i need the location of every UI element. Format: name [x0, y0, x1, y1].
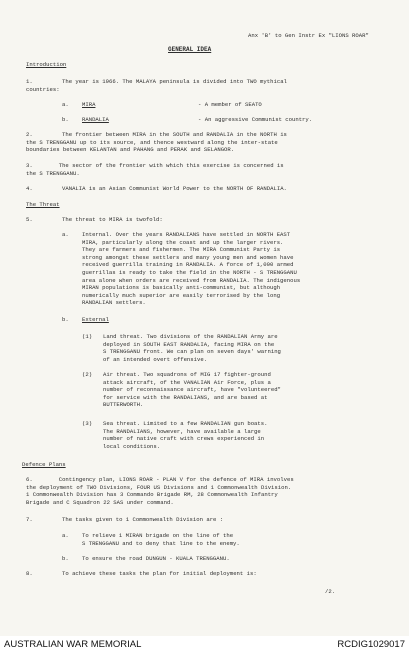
- para-3-line-text: The sector of the frontier with which this exercise is concerned is: [58, 162, 284, 169]
- para-5-number: 5.: [26, 216, 33, 223]
- para-4-number: 4.: [26, 185, 33, 192]
- external-1-line: deployed in SOUTH EAST RANDALIA, facing MIRA on the: [103, 340, 275, 348]
- external-1-number: (1): [82, 333, 93, 340]
- para-6-line-text: Contingency plan, LIONS ROAR - PLAN V for the defence of MIRA involves: [58, 476, 294, 483]
- para-1b-desc: - An aggressive Communist country.: [198, 116, 313, 123]
- para-8-number: 8.: [26, 570, 33, 577]
- para-6-line: 1 Commonwealth Division has 3 Commando Brigade RM, 28 Commonwealth Infantry: [26, 491, 278, 499]
- para-2-number: 2.: [26, 131, 33, 138]
- para-6-line: Brigade and C Squadron 22 SAS under command.: [26, 498, 174, 506]
- para-7b-text: To ensure the road DUNGUN - KUALA TRENGGANU.: [82, 555, 230, 562]
- archive-footer: [0, 636, 409, 654]
- footer-institution: AUSTRALIAN WAR MEMORIAL: [4, 639, 142, 650]
- para-5a-line: Internal. Over the years RANDALIANS have settled in NORTH EAST: [82, 231, 291, 238]
- para-5-text: The threat to MIRA is twofold:: [62, 216, 163, 223]
- para-7a-line: To relieve 1 MIRAN brigade on the line of the: [82, 532, 234, 539]
- para-7a-label: a.: [62, 532, 69, 539]
- external-2-line: number of reconnaissance aircraft, have "volunteered": [103, 386, 281, 394]
- para-7b-label: b.: [62, 555, 69, 562]
- para-6-line: the deployment of TWO Divisions, FOUR US Divisions and 1 Commonwealth Division.: [26, 483, 292, 491]
- para-7a-line: S TRENGGANU and to deny that line to the enemy.: [82, 539, 240, 547]
- para-7-text: The tasks given to 1 Commonwealth Division are :: [62, 516, 224, 523]
- para-3-number: 3.: [26, 162, 33, 169]
- para-5a-line: guerrillas is ready to take the field in the NORTH - S TRENGGANU: [82, 268, 297, 276]
- para-2-line: boundaries between KELANTAN and PAHANG and PERAK and SELANGOR.: [26, 146, 235, 154]
- para-7-number: 7.: [26, 516, 33, 523]
- para-5a-line: RANDALIAN settlers.: [82, 299, 146, 307]
- external-2-number: (2): [82, 371, 93, 378]
- external-3-text: [103, 420, 267, 450]
- para-6-text: [26, 476, 294, 506]
- para-8-text: To achieve these tasks the plan for initial deployment is:: [62, 570, 257, 577]
- para-5a-line: received guerrilla training in RANDALIA. A force of 1,000 armed: [82, 261, 294, 269]
- annex-reference: Anx 'B' to Gen Instr Ex "LIONS ROAR": [248, 32, 369, 39]
- para-1-number: 1.: [26, 78, 33, 85]
- para-2-line: the S TRENGGANU up to its source, and thence westward along the inter-state: [26, 138, 278, 146]
- external-1-line: of an intended overt offensive.: [103, 355, 208, 363]
- external-3-number: (3): [82, 420, 93, 427]
- para-1a-country: MIRA: [82, 101, 96, 108]
- section-introduction-heading: Introduction: [26, 61, 67, 68]
- para-1-text-cont: countries:: [26, 86, 60, 93]
- para-1a-desc: - A member of SEATO: [198, 101, 262, 108]
- para-5a-line: MIRA, particularly along the coast and up the larger rivers.: [82, 238, 284, 246]
- external-1-line: S TRENGGANU front. We can plan on seven days' warning: [103, 348, 281, 356]
- para-5a-line: numerically much superior are easily terrorised by the long: [82, 291, 281, 299]
- section-defence-plans-heading: Defence Plans: [22, 461, 66, 468]
- next-page-marker: /2.: [325, 588, 336, 595]
- external-2-text: [103, 371, 281, 409]
- external-3-line: number of native craft with crews experienced in: [103, 435, 265, 443]
- para-1b-country: RANDALIA: [82, 116, 109, 123]
- para-2-text: [26, 131, 287, 154]
- external-1-text: [103, 333, 281, 363]
- external-3-line: Sea threat. Limited to a few RANDALIAN gun boats.: [103, 420, 268, 427]
- para-5a-line: strong amongst these settlers and many young men and women have: [82, 253, 294, 261]
- para-1-text: The year is 1966. The MALAYA peninsula is divided into TWO mythical: [62, 78, 287, 85]
- external-3-line: The RANDALIANS, however, have available a large: [103, 427, 261, 435]
- para-2-line: The frontier between MIRA in the SOUTH and RANDALIA in the NORTH is: [62, 131, 287, 138]
- external-2-line: for service with the RANDALIANS, and are based at: [103, 393, 268, 401]
- para-3-line: the S TRENGGANU.: [26, 169, 80, 177]
- external-2-line: Air threat. Two squadrons of MIG 17 fighter-ground: [103, 371, 271, 378]
- para-3-text: [26, 162, 284, 177]
- section-threat-heading: The Threat: [26, 201, 60, 208]
- para-1a-label: a.: [62, 101, 69, 108]
- para-5a-line: MIRAN populations is basically anti-communist, but although: [82, 284, 281, 292]
- external-1-line: Land threat. Two divisions of the RANDALIAN Army are: [103, 333, 278, 340]
- para-6-line: [26, 476, 294, 484]
- page-title: GENERAL IDEA: [168, 46, 212, 53]
- footer-record-id: RCDIG1029017: [337, 639, 405, 650]
- para-7a-text: [82, 532, 240, 547]
- para-6-number: 6.: [26, 476, 33, 483]
- para-5b-title: External: [82, 316, 109, 323]
- para-5a-line: area alone when orders are received from RANDALIA. The indigenous: [82, 276, 301, 284]
- para-5a-label: a.: [62, 231, 69, 238]
- para-3-line: [26, 162, 284, 170]
- para-5b-label: b.: [62, 316, 69, 323]
- para-5a-line: They are farmers and fishermen. The MIRA Communist Party is: [82, 246, 281, 254]
- external-2-line: BUTTERWORTH.: [103, 401, 144, 409]
- para-4-text: VANALIA is an Asian Communist World Power to the NORTH OF RANDALIA.: [62, 185, 287, 192]
- external-3-line: local conditions.: [103, 442, 161, 450]
- external-2-line: attack aircraft, of the VANALIAN Air Force, plus a: [103, 378, 271, 386]
- para-5a-text: [82, 231, 300, 307]
- para-1b-label: b.: [62, 116, 69, 123]
